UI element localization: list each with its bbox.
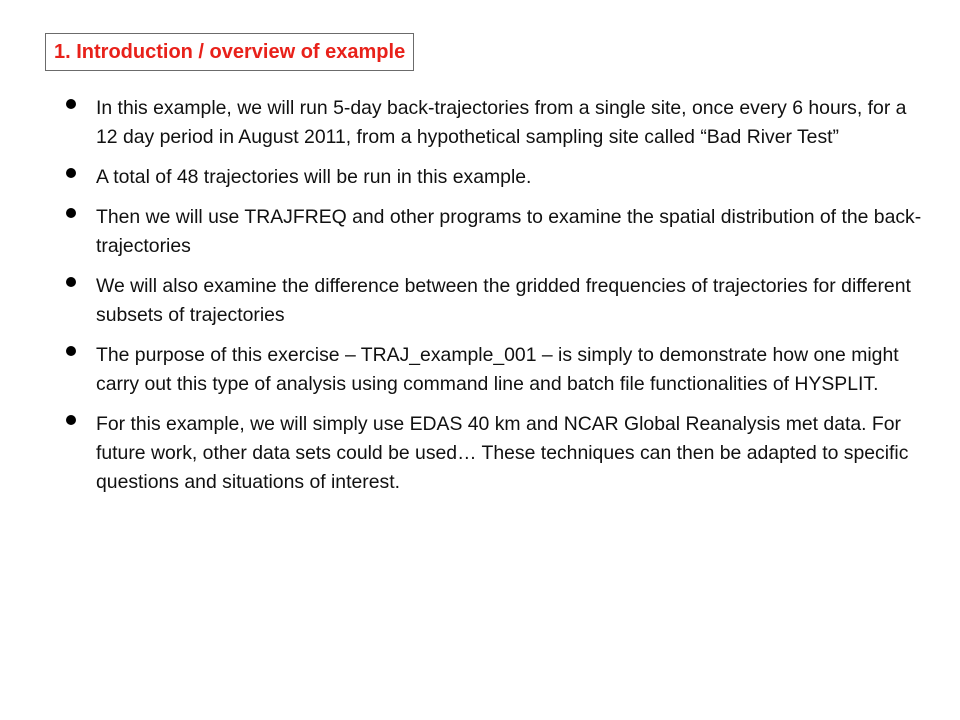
bullet-item <box>66 203 926 261</box>
bullet-icon <box>66 168 76 178</box>
bullet-item <box>66 272 926 330</box>
bullet-icon <box>66 277 76 287</box>
bullet-icon <box>66 415 76 425</box>
bullet-text: The purpose of this exercise – TRAJ_example_001 – is simply to demonstrate how one might carry out this type of analysis using command line and batch file functionalities of HYSPLIT. <box>96 344 899 395</box>
title-box <box>45 33 414 71</box>
bullet-item <box>66 341 926 399</box>
bullet-list <box>66 94 926 508</box>
bullet-text: In this example, we will run 5-day back-trajectories from a single site, once every 6 hours, for a 12 day period in August 2011, from a hypothetical sampling site called “Bad River Test” <box>96 97 907 148</box>
bullet-item <box>66 410 926 497</box>
bullet-item <box>66 94 926 152</box>
bullet-item <box>66 163 926 192</box>
slide-title: 1. Introduction / overview of example <box>54 40 406 63</box>
bullet-icon <box>66 99 76 109</box>
bullet-icon <box>66 346 76 356</box>
bullet-text: Then we will use TRAJFREQ and other programs to examine the spatial distribution of the back-trajectories <box>96 206 922 257</box>
bullet-icon <box>66 208 76 218</box>
bullet-text: For this example, we will simply use EDAS 40 km and NCAR Global Reanalysis met data. For future work, other data sets could be used… These techniques can then be adapted to specific questions and situations of interest. <box>96 413 909 493</box>
bullet-text: We will also examine the difference between the gridded frequencies of trajectories for different subsets of trajectories <box>96 275 911 326</box>
bullet-text: A total of 48 trajectories will be run in this example. <box>96 166 532 188</box>
